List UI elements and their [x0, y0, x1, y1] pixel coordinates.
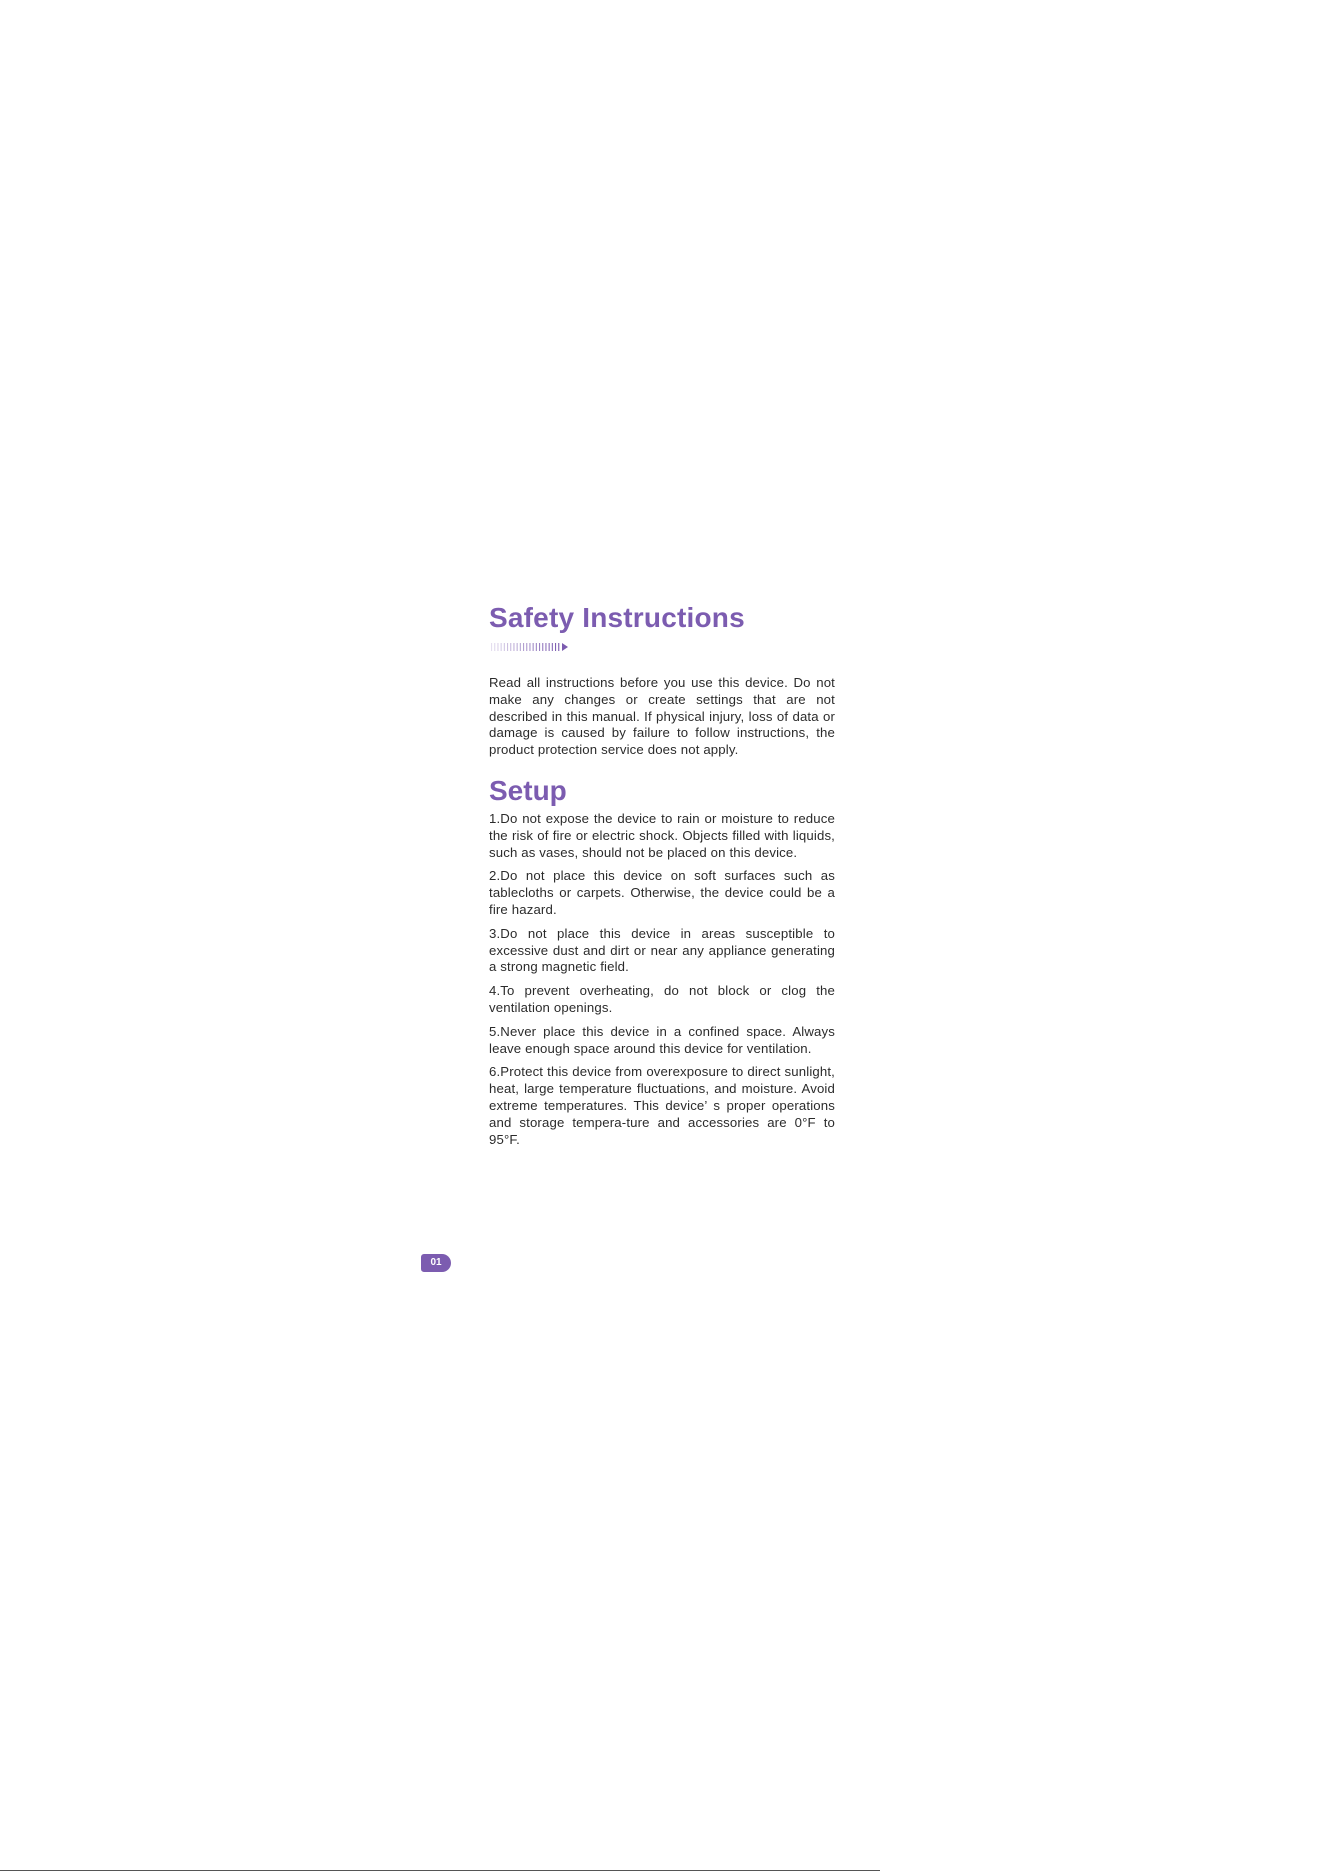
- setup-list: [489, 811, 835, 1148]
- setup-item-4: 4.To prevent overheating, do not block or clog the ventilation openings.: [489, 983, 835, 1015]
- manual-page-content: [489, 604, 835, 1148]
- setup-item-6: 6.Protect this device from overexposure to direct sunlight, heat, large temperature fluctuations, and moisture. Avoid extreme temperatures. This device’ s proper operations and storage tempera-ture and accessories are 0°F to 95°F.: [489, 1064, 835, 1147]
- setup-item-5: 5.Never place this device in a confined space. Always leave enough space around this device for ventilation.: [489, 1023, 835, 1056]
- striped-arrow-icon: [489, 641, 569, 653]
- setup-item-3: 3.Do not place this device in areas susceptible to excessive dust and dirt or near any appliance generating a strong magnetic field.: [489, 925, 835, 975]
- safety-intro-paragraph: Read all instructions before you use this device. Do not make any changes or create settings that are not described in this manual. If physical injury, loss of data or damage is caused by failure to follow instructions, the product protection service does not apply.: [489, 675, 835, 758]
- setup-item-2: 2.Do not place this device on soft surfaces such as tablecloths or carpets. Otherwise, the device could be a fire hazard.: [489, 868, 835, 917]
- bottom-divider: [0, 1870, 880, 1871]
- page-number-badge: 01: [421, 1254, 451, 1272]
- setup-item-1: 1.Do not expose the device to rain or moisture to reduce the risk of fire or electric shock. Objects filled with liquids, such as vases, should not be placed on this device.: [489, 810, 835, 860]
- safety-instructions-title: Safety Instructions: [489, 602, 745, 633]
- setup-title: Setup: [489, 774, 567, 806]
